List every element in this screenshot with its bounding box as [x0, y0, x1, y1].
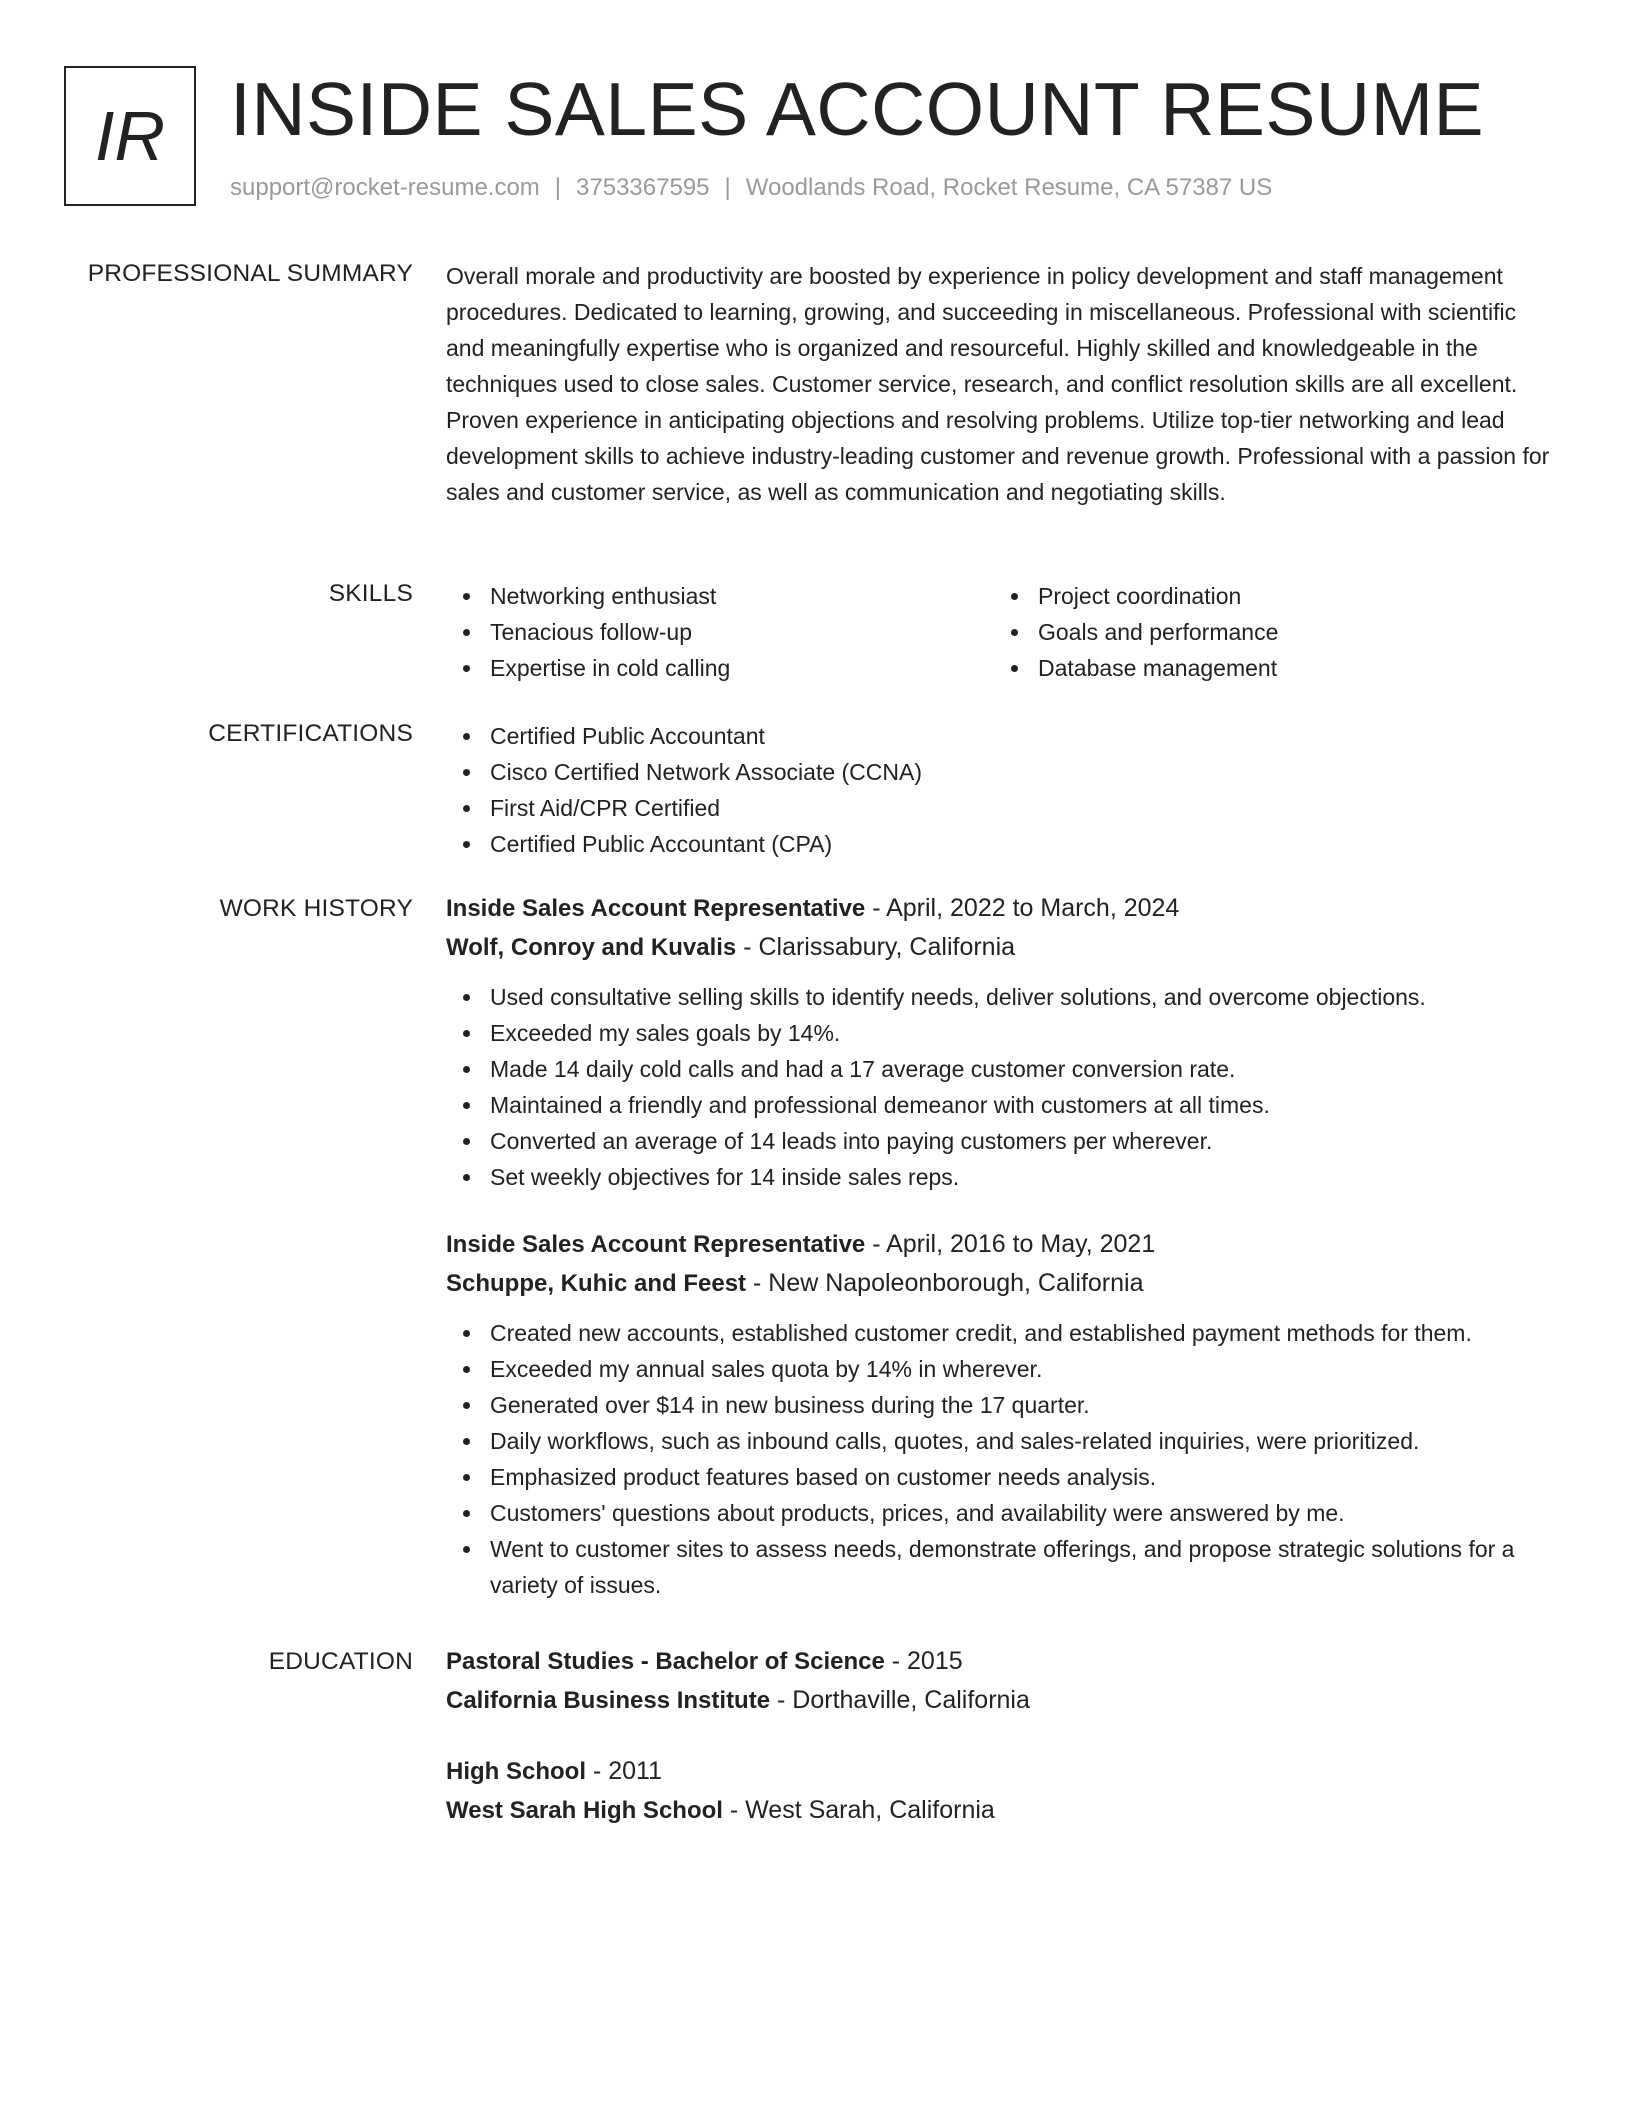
job-location: - New Napoleonborough, California — [746, 1269, 1144, 1297]
job-company-line — [446, 928, 1556, 967]
work-history-heading: WORK HISTORY — [219, 895, 413, 922]
education-school-line — [446, 1681, 1556, 1720]
job-bullet: Used consultative selling skills to identify needs, deliver solutions, and overcome objections. — [446, 979, 1556, 1015]
education-entry — [446, 1752, 1556, 1830]
education-school: West Sarah High School — [446, 1797, 723, 1824]
education-degree: Pastoral Studies - Bachelor of Science — [446, 1648, 885, 1675]
education-location: - West Sarah, California — [722, 1796, 995, 1824]
contact-separator: | — [724, 174, 731, 201]
skills-body — [446, 578, 1556, 686]
initials-monogram: IR — [64, 66, 196, 206]
job-bullet: Went to customer sites to assess needs, demonstrate offerings, and propose strategic solutions for a variety of issues. — [446, 1531, 1556, 1603]
job-role: Inside Sales Account Representative — [446, 1231, 866, 1258]
skill-item: Tenacious follow-up — [446, 614, 994, 650]
job-bullet: Converted an average of 14 leads into paying customers per wherever. — [446, 1123, 1556, 1159]
job-dates: - April, 2022 to March, 2024 — [865, 894, 1180, 922]
job-bullet: Maintained a friendly and professional demeanor with customers at all times. — [446, 1087, 1556, 1123]
resume-title: INSIDE SALES ACCOUNT RESUME — [230, 67, 1485, 151]
contact-separator: | — [554, 174, 562, 201]
job-bullets — [446, 1315, 1556, 1603]
job-bullet: Generated over $14 in new business during the 17 quarter. — [446, 1387, 1556, 1423]
job-bullet: Emphasized product features based on customer needs analysis. — [446, 1459, 1556, 1495]
skill-item: Expertise in cold calling — [446, 650, 994, 686]
certifications-body — [446, 718, 1556, 862]
job-company: Schuppe, Kuhic and Feest — [446, 1270, 747, 1297]
skills-list-right — [994, 578, 1542, 686]
certification-item: Certified Public Accountant — [446, 718, 1556, 754]
job-bullet: Created new accounts, established customer credit, and established payment methods for them. — [446, 1315, 1556, 1351]
summary-body — [446, 258, 1556, 510]
job-bullets — [446, 979, 1556, 1195]
job-entry — [446, 1225, 1556, 1603]
certification-item: Certified Public Accountant (CPA) — [446, 826, 1556, 862]
contact-line — [230, 172, 1272, 204]
contact-address: Woodlands Road, Rocket Resume, CA 57387 US — [745, 174, 1273, 201]
contact-phone[interactable]: 3753367595 — [576, 174, 710, 201]
job-bullet: Made 14 daily cold calls and had a 17 average customer conversion rate. — [446, 1051, 1556, 1087]
education-school-line — [446, 1791, 1556, 1830]
job-company-line — [446, 1264, 1556, 1303]
job-location: - Clarissabury, California — [736, 933, 1016, 961]
job-header — [446, 1225, 1556, 1303]
education-body — [446, 1642, 1556, 1862]
education-year: - 2011 — [586, 1757, 662, 1785]
job-bullet: Exceeded my annual sales quota by 14% in wherever. — [446, 1351, 1556, 1387]
certifications-heading: CERTIFICATIONS — [208, 720, 413, 747]
education-degree: High School — [446, 1758, 586, 1785]
job-role: Inside Sales Account Representative — [446, 895, 866, 922]
skills-grid — [446, 578, 1556, 686]
skills-heading: SKILLS — [328, 580, 413, 607]
job-title-line — [446, 1225, 1556, 1264]
education-heading: EDUCATION — [268, 1648, 413, 1675]
education-school: California Business Institute — [446, 1687, 771, 1714]
job-company: Wolf, Conroy and Kuvalis — [446, 934, 737, 961]
education-year: - 2015 — [884, 1647, 963, 1675]
skill-item: Networking enthusiast — [446, 578, 994, 614]
resume-header — [64, 64, 1584, 214]
skill-item: Project coordination — [994, 578, 1542, 614]
skill-item: Goals and performance — [994, 614, 1542, 650]
certifications-list — [446, 718, 1556, 862]
contact-email[interactable]: support@rocket-resume.com — [230, 174, 540, 201]
job-bullet: Set weekly objectives for 14 inside sales reps. — [446, 1159, 1556, 1195]
summary-text: Overall morale and productivity are boosted by experience in policy development and staff management procedures. Dedicated to learning, growing, and succeeding in miscellaneous. Professional with scientific and meaningfully expertise who is organized and resourceful. Highly skilled and knowledgeable in the techniques used to close sales. Customer service, research, and conflict resolution skills are all excellent. Proven experience in anticipating objections and resolving problems. Utilize top-tier networking and lead development skills to achieve industry-leading customer and revenue growth. Professional with a passion for sales and customer service, as well as communication and negotiating skills. — [446, 263, 1550, 505]
skill-item: Database management — [994, 650, 1542, 686]
certification-item: First Aid/CPR Certified — [446, 790, 1556, 826]
education-degree-line — [446, 1752, 1556, 1791]
certification-item: Cisco Certified Network Associate (CCNA) — [446, 754, 1556, 790]
job-title-line — [446, 889, 1556, 928]
job-dates: - April, 2016 to May, 2021 — [865, 1230, 1156, 1258]
job-entry — [446, 889, 1556, 1195]
education-entry — [446, 1642, 1556, 1720]
job-bullet: Customers' questions about products, prices, and availability were answered by me. — [446, 1495, 1556, 1531]
education-degree-line — [446, 1642, 1556, 1681]
work-history-body — [446, 889, 1556, 1633]
job-bullet: Daily workflows, such as inbound calls, quotes, and sales-related inquiries, were prioritized. — [446, 1423, 1556, 1459]
summary-heading: PROFESSIONAL SUMMARY — [87, 260, 413, 287]
skills-list-left — [446, 578, 994, 686]
job-bullet: Exceeded my sales goals by 14%. — [446, 1015, 1556, 1051]
education-location: - Dorthaville, California — [770, 1686, 1030, 1714]
job-header — [446, 889, 1556, 967]
